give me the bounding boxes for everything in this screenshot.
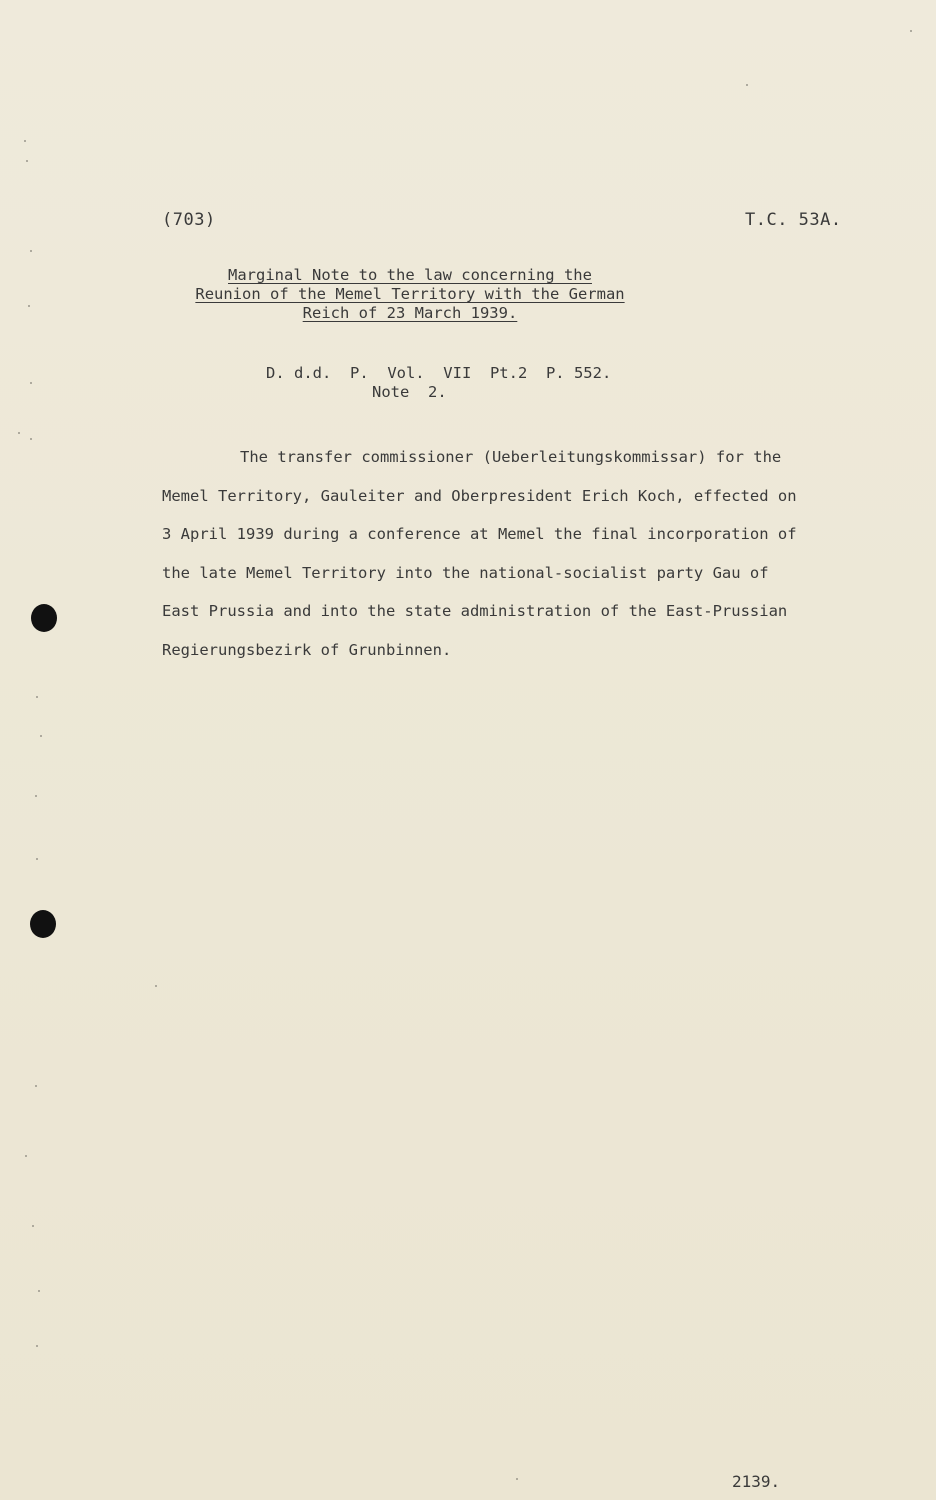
source-note-line: Note 2. bbox=[372, 383, 447, 401]
speck bbox=[746, 84, 748, 86]
title-line-3: Reich of 23 March 1939. bbox=[302, 304, 518, 322]
speck bbox=[35, 795, 37, 797]
body-line: Memel Territory, Gauleiter and Oberpresident Erich Koch, effected on bbox=[162, 486, 797, 505]
speck bbox=[30, 382, 32, 384]
body-line: East Prussia and into the state administration of the East-Prussian bbox=[162, 602, 788, 620]
speck bbox=[30, 250, 32, 252]
speck bbox=[38, 1290, 40, 1292]
body-paragraph bbox=[162, 438, 822, 669]
exhibit-reference: T.C. 53A. bbox=[745, 210, 842, 230]
source-citation-line: D. d.d. P. Vol. VII Pt.2 P. 552. bbox=[266, 364, 612, 382]
speck bbox=[28, 305, 30, 307]
speck bbox=[35, 1085, 37, 1087]
body-line: Regierungsbezirk of Grunbinnen. bbox=[162, 640, 452, 659]
speck bbox=[18, 432, 20, 434]
speck bbox=[26, 160, 28, 162]
speck bbox=[155, 985, 157, 987]
speck bbox=[910, 30, 912, 32]
title-line-2: Reunion of the Memel Territory with the German bbox=[195, 285, 625, 303]
punch-hole-upper bbox=[31, 604, 57, 632]
punch-hole-lower bbox=[30, 910, 56, 938]
title-line-1: Marginal Note to the law concerning the bbox=[228, 266, 592, 284]
document-reference-number: (703) bbox=[162, 210, 216, 230]
document-title bbox=[160, 266, 660, 323]
speck bbox=[32, 1225, 34, 1227]
body-line: 3 April 1939 during a conference at Memel the final incorporation of bbox=[162, 525, 797, 543]
speck bbox=[40, 735, 42, 737]
speck bbox=[36, 696, 38, 698]
body-line: The transfer commissioner (Ueberleitungskommissar) for the bbox=[240, 448, 782, 466]
speck bbox=[516, 1478, 518, 1480]
speck bbox=[36, 858, 38, 860]
speck bbox=[24, 140, 26, 142]
speck bbox=[30, 438, 32, 440]
body-line: the late Memel Territory into the national-socialist party Gau of bbox=[162, 563, 769, 582]
speck bbox=[36, 1345, 38, 1347]
page-number: 2139. bbox=[732, 1472, 781, 1491]
speck bbox=[25, 1155, 27, 1157]
